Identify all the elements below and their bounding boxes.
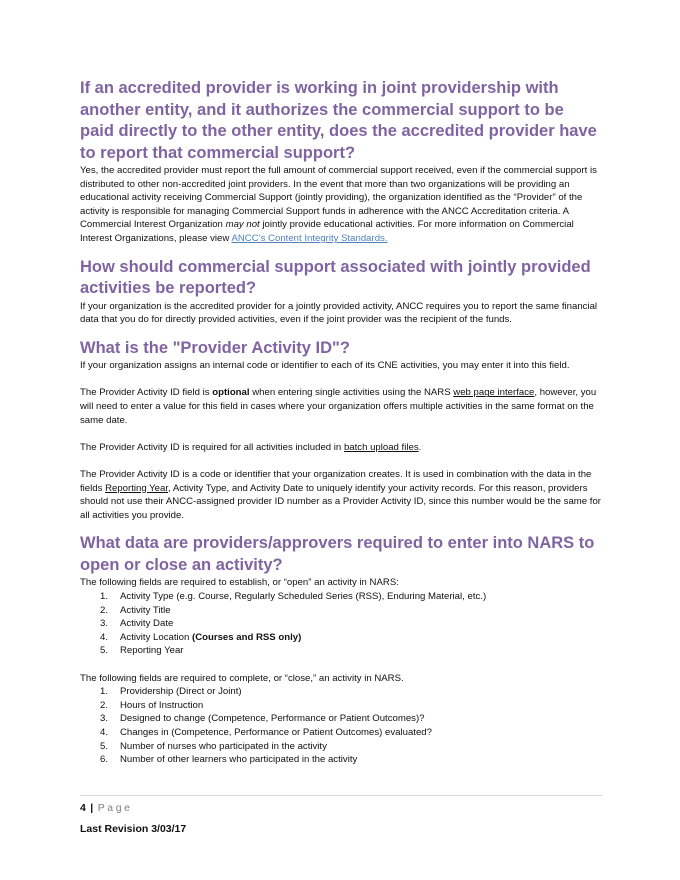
list-item: 4. Activity Location (Courses and RSS only) (100, 631, 302, 643)
faq-heading-jointly-provided-reporting: How should commercial support associated with jointly provided activities be reported? (80, 257, 591, 298)
faq-answer-commercial-support-joint: Yes, the accredited provider must report the full amount of commercial support received, even if the commercial support is distributed to other non-accredited joint providers. In the event that more than two organizations will be providing an educational activity receiving Commercial Support (jointly providing), the organization identified as the “Provider” of the activity is responsible for managing Commercial Support funds in adherence with the ANCC Accreditation criteria. A Commercial Interest Organization may not jointly provide educational activities. For more information on Commercial Interest Organizations, please view ANCC’s Content Integrity Standards. (80, 165, 597, 244)
content-integrity-standards-link[interactable]: ANCC’s Content Integrity Standards. (231, 232, 388, 244)
list-item: 2. Activity Title (100, 604, 171, 616)
page-separator: | (90, 802, 94, 814)
list-item: 1. Providership (Direct or Joint) (100, 686, 242, 698)
revision-date: Last Revision 3/03/17 (80, 823, 187, 835)
close-activity-fields-list (80, 685, 602, 767)
list-item: 3. Designed to change (Competence, Performance or Patient Outcomes)? (100, 713, 425, 725)
faq-heading-required-nars-data: What data are providers/approvers required to enter into NARS to open or close an activity? (80, 534, 595, 574)
list-item: 2. Hours of Instruction (100, 699, 204, 711)
open-activity-fields-list (80, 590, 602, 658)
faq-answer-jointly-provided-reporting: If your organization is the accredited provider for a jointly provided activity, ANCC requires you to report the same financial data that you do for directly provided activities, even if the joint provider was the recipient of the funds. (80, 300, 598, 326)
page-footer (80, 795, 602, 816)
list-item: 4. Changes in (Competence, Performance or Patient Outcomes) evaluated? (100, 726, 432, 738)
open-activity-intro: The following fields are required to establish, or “open” an activity in NARS: (80, 577, 399, 589)
page-word: Page (97, 802, 133, 814)
provider-activity-id-paragraph-1: If your organization assigns an internal code or identifier to each of its CNE activities, you may enter it into this field. (80, 360, 570, 372)
list-item: 6. Number of other learners who participated in the activity (100, 754, 358, 766)
list-item: 5. Reporting Year (100, 645, 184, 657)
faq-heading-provider-activity-id: What is the "Provider Activity ID"? (80, 338, 350, 357)
reporting-year-link[interactable]: Reporting Year (105, 482, 169, 494)
list-item: 5. Number of nurses who participated in the activity (100, 740, 327, 752)
close-activity-intro: The following fields are required to complete, or “close,” an activity in NARS. (80, 672, 404, 684)
provider-activity-id-paragraph-2: The Provider Activity ID field is optional when entering single activities using the NARS web page interface, however, you will need to enter a value for this field in cases where your organization offers multiple activities in the same format on the same date. (80, 387, 597, 426)
provider-activity-id-paragraph-3: The Provider Activity ID is required for all activities included in batch upload files. (80, 441, 422, 453)
page-number: 4 (80, 802, 86, 814)
web-page-interface-link[interactable]: web page interface (453, 387, 535, 399)
list-item: 3. Activity Date (100, 618, 174, 630)
document-body (80, 78, 602, 767)
faq-heading-commercial-support-joint: If an accredited provider is working in joint providership with another entity, and it authorizes the commercial support to be paid directly to the other entity, does the accredited provider have to report that commercial support? (80, 79, 597, 162)
list-item: 1. Activity Type (e.g. Course, Regularly Scheduled Series (RSS), Enduring Material, etc.) (100, 590, 487, 602)
provider-activity-id-paragraph-4: The Provider Activity ID is a code or identifier that your organization creates. It is used in combination with the data in the fields Reporting Year, Activity Type, and Activity Date to uniquely identify your activity records. For this reason, providers should not use their ANCC-assigned provider ID number as a Provider Activity ID, since this number would be the same for all activities you provide. (80, 469, 601, 521)
batch-upload-files-link[interactable]: batch upload files (343, 441, 419, 453)
